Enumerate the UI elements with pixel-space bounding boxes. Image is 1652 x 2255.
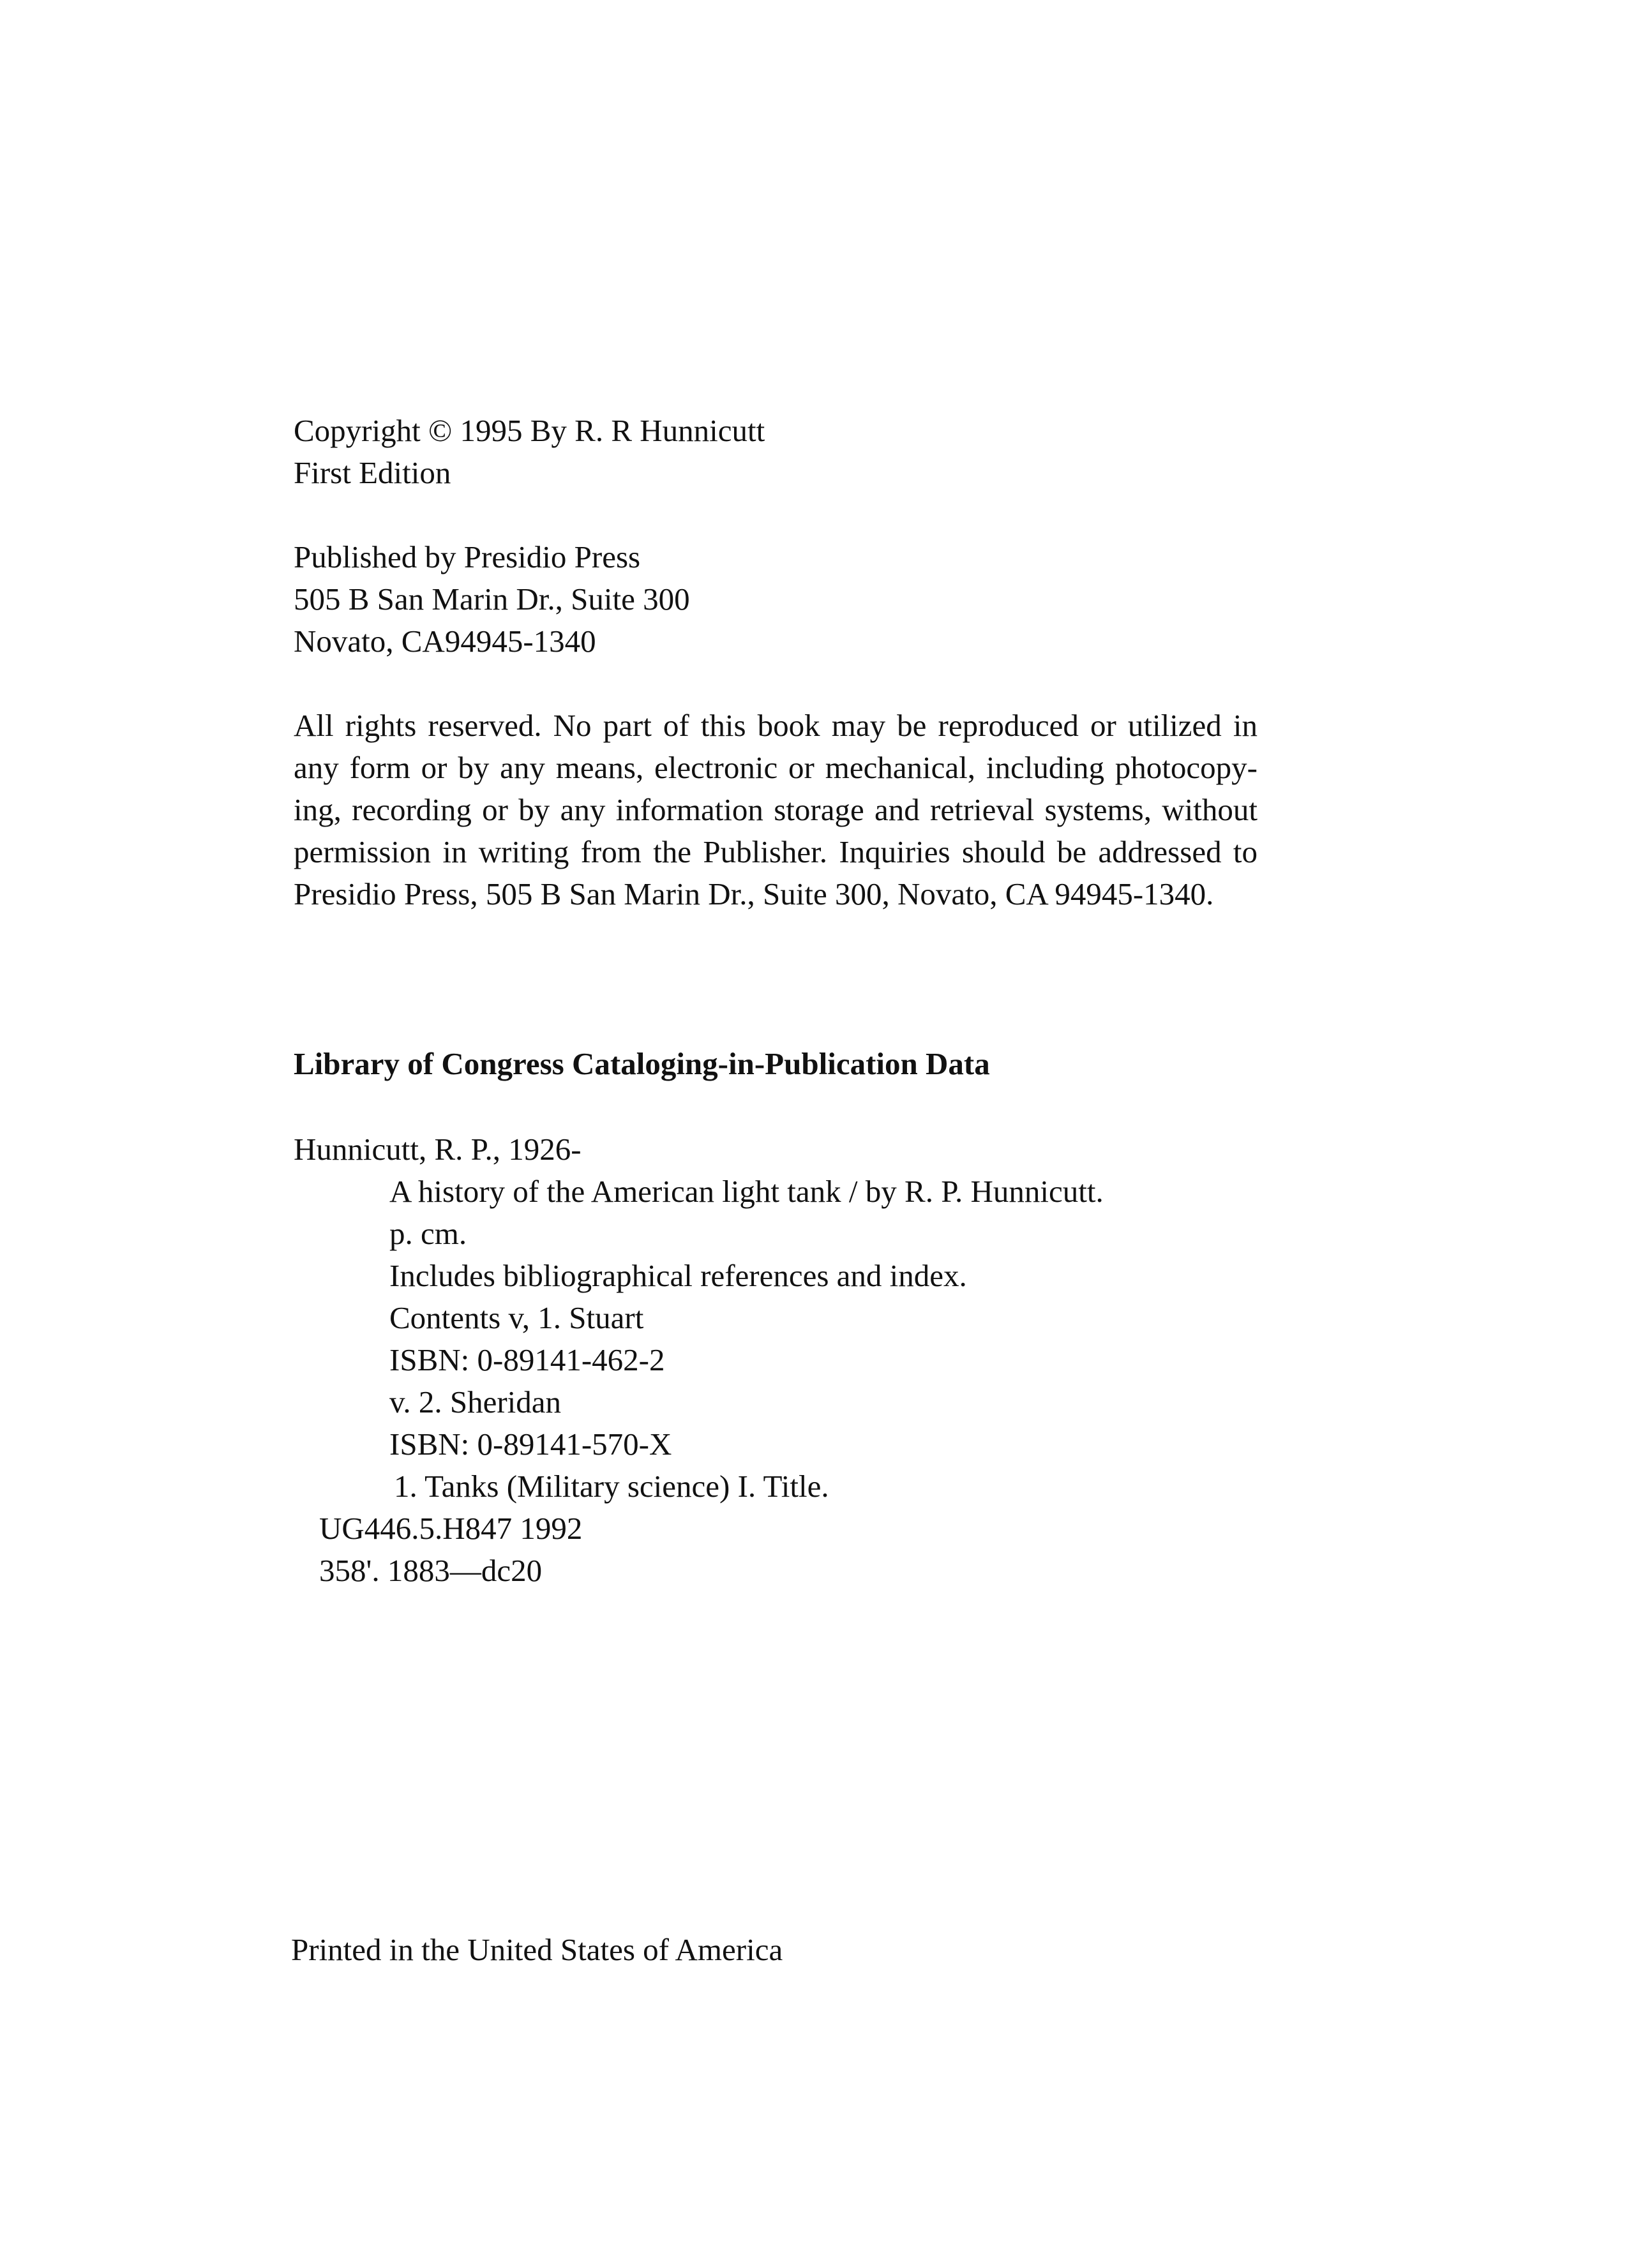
cip-lc-class: UG446.5.H847 1992 (319, 1511, 583, 1546)
cip-isbn-1: ISBN: 0-89141-462-2 (389, 1342, 665, 1377)
rights-paragraph (294, 705, 1258, 915)
publisher-address-line-2: Novato, CA94945-1340 (294, 624, 596, 659)
rights-line: any form or by any means, electronic or mechanical, including photocopy- (294, 750, 1258, 785)
cip-contents: Contents v, 1. Stuart (389, 1300, 644, 1335)
publisher-address-line-1: 505 B San Marin Dr., Suite 300 (294, 581, 690, 617)
cip-author: Hunnicutt, R. P., 1926- (294, 1132, 582, 1167)
cip-includes: Includes bibliographical references and index. (389, 1258, 967, 1293)
cip-pages: p. cm. (389, 1216, 467, 1251)
copyright-line: Copyright © 1995 By R. R Hunnicutt (294, 413, 765, 448)
rights-line: All rights reserved. No part of this book may be reproduced or utilized in (294, 708, 1258, 743)
cip-isbn-2: ISBN: 0-89141-570-X (389, 1427, 672, 1462)
printed-line: Printed in the United States of America (291, 1932, 783, 1967)
cip-dewey: 358'. 1883—dc20 (319, 1553, 543, 1588)
cip-volume-2: v. 2. Sheridan (389, 1384, 561, 1420)
edition-line: First Edition (294, 455, 451, 490)
cip-heading: Library of Congress Cataloging-in-Publication Data (294, 1046, 990, 1081)
rights-line: Presidio Press, 505 B San Marin Dr., Suite 300, Novato, CA 94945-1340. (294, 876, 1214, 911)
rights-line: permission in writing from the Publisher. Inquiries should be addressed to (294, 834, 1258, 869)
cip-subject: 1. Tanks (Military science) I. Title. (394, 1469, 829, 1504)
rights-line: ing, recording or by any information storage and retrieval systems, without (294, 792, 1258, 827)
published-by-line: Published by Presidio Press (294, 539, 641, 574)
cip-title: A history of the American light tank / by R. P. Hunnicutt. (389, 1174, 1104, 1209)
